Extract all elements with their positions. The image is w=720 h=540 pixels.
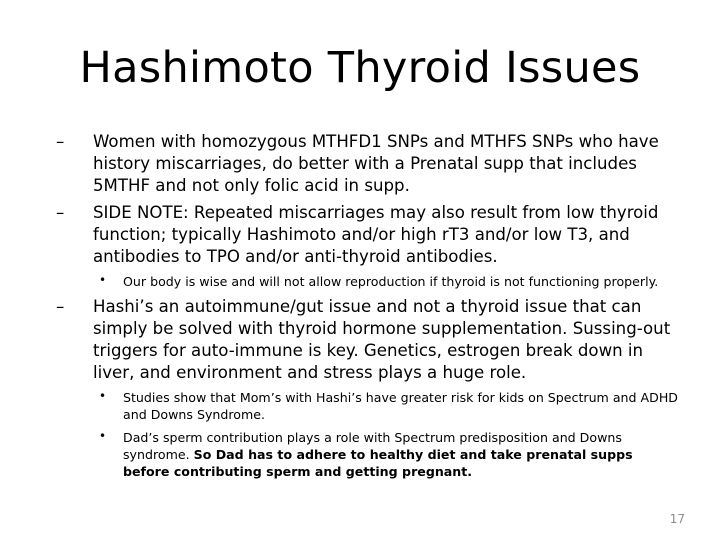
list-item xyxy=(56,131,686,197)
sub-list-item-text: Our body is wise and will not allow reproduction if thyroid is not functioning properly. xyxy=(123,274,659,289)
dash-marker: – xyxy=(56,132,65,151)
slide-title: Hashimoto Thyroid Issues xyxy=(79,43,641,93)
dash-marker: – xyxy=(56,297,65,316)
page-number: 17 xyxy=(669,512,685,526)
bullet-marker: • xyxy=(99,273,107,287)
list-item-text: Women with homozygous MTHFD1 SNPs and MTHFS SNPs who have history miscarriages, do better with a Prenatal supp that includes 5MTHF and not only folic acid in supp. xyxy=(93,132,659,195)
sub-list-item-bold-text: So Dad has to adhere to healthy diet and take prenatal supps before contributing sperm and getting pregnant. xyxy=(123,447,633,479)
sub-list-item xyxy=(99,273,683,290)
dash-marker: – xyxy=(56,203,65,222)
bullet-marker: • xyxy=(99,389,107,403)
sub-list-item-text: Dad’s sperm contribution plays a role with Spectrum predisposition and Downs syndrome. xyxy=(123,430,622,462)
list-item xyxy=(56,202,686,268)
list-item-text: SIDE NOTE: Repeated miscarriages may also result from low thyroid function; typically Hashimoto and/or high rT3 and/or low T3, and antibodies to TPO and/or anti-thyroid antibodies. xyxy=(93,203,659,266)
list-item-text: Hashi’s an autoimmune/gut issue and not a thyroid issue that can simply be solved with thyroid hormone supplementation. Sussing-out triggers for auto-immune is key. Genetics, estrogen break down in liver, and environment and stress plays a huge role. xyxy=(93,297,671,382)
slide-content xyxy=(56,131,686,486)
list-item xyxy=(56,296,686,384)
sub-list-item xyxy=(99,429,683,480)
bullet-marker: • xyxy=(99,429,107,443)
sub-list-item-text: Studies show that Mom’s with Hashi’s have greater risk for kids on Spectrum and ADHD and Downs Syndrome. xyxy=(123,390,679,422)
sub-list-item xyxy=(99,389,683,423)
